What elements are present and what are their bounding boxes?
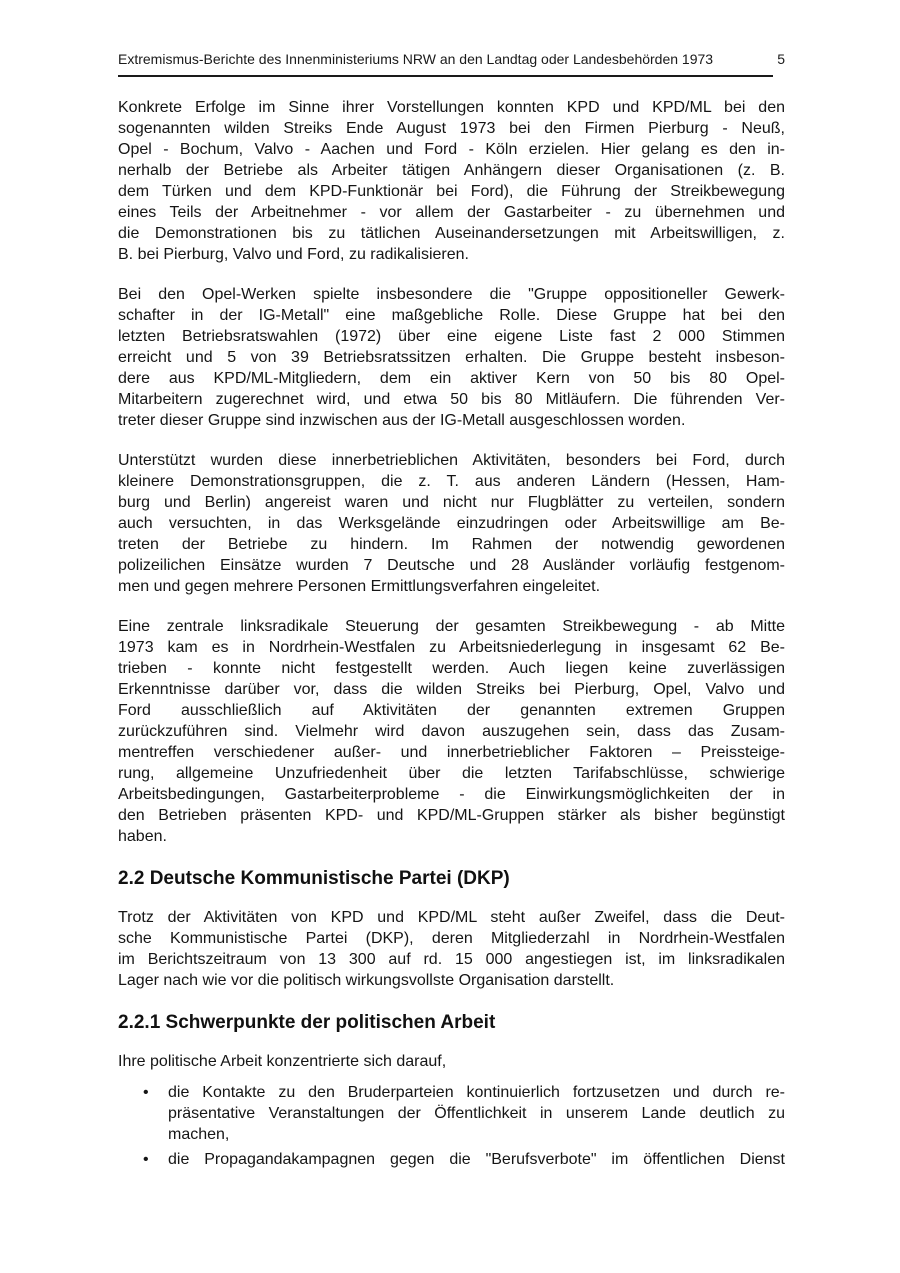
text-line: präsentative Veranstaltungen der Öffentlichkeit in unserem Lande deutlich zu	[168, 1105, 785, 1122]
paragraph	[118, 97, 785, 265]
text-line: dem Türken und dem KPD-Funktionär bei Ford), die Führung der Streikbewegung	[118, 183, 785, 200]
text-line: auch versuchten, in das Werksgelände einzudringen oder Arbeitswillige am Be-	[118, 515, 785, 532]
text-line: dere aus KPD/ML-Mitgliedern, dem ein aktiver Kern von 50 bis 80 Opel-	[118, 370, 785, 387]
document-body	[118, 97, 785, 1170]
text-line: Arbeitsbedingungen, Gastarbeiterprobleme - die Einwirkungsmöglichkeiten der in	[118, 786, 785, 803]
running-header-title: Extremismus-Berichte des Innenministeriums NRW an den Landtag oder Landesbehörden 1973	[118, 51, 714, 67]
bullet-icon: •	[143, 1151, 149, 1168]
bullet-icon: •	[143, 1084, 149, 1101]
text-line: machen,	[168, 1126, 230, 1143]
text-line: polizeilichen Einsätze wurden 7 Deutsche und 28 Ausländer vorläufig festgenom-	[118, 557, 785, 574]
section-heading: 2.2 Deutsche Kommunistische Partei (DKP)	[118, 868, 510, 889]
text-line: burg und Berlin) angereist waren und nicht nur Flugblätter zu verteilen, sondern	[118, 494, 785, 511]
text-line: Eine zentrale linksradikale Steuerung der gesamten Streikbewegung - ab Mitte	[118, 618, 785, 635]
paragraph	[118, 284, 785, 431]
text-line: die Kontakte zu den Bruderparteien kontinuierlich fortzusetzen und durch re-	[168, 1084, 785, 1101]
text-line: trieben - konnte nicht festgestellt werden. Auch liegen keine zuverlässigen	[118, 660, 785, 677]
text-line: rung, allgemeine Unzufriedenheit über die letzten Tarifabschlüsse, schwierige	[118, 765, 785, 782]
page-header	[118, 50, 785, 77]
paragraph	[118, 450, 785, 597]
section-heading: 2.2.1 Schwerpunkte der politischen Arbeit	[118, 1012, 496, 1033]
bullet-list	[118, 1082, 785, 1170]
text-line: B. bei Pierburg, Valvo und Ford, zu radikalisieren.	[118, 246, 469, 263]
text-line: letzten Betriebsratswahlen (1972) über eine eigene Liste fast 2 000 Stimmen	[118, 328, 785, 345]
text-line: Opel - Bochum, Valvo - Aachen und Ford - Köln erzielen. Hier gelang es den in-	[118, 141, 785, 158]
text-line: Trotz der Aktivitäten von KPD und KPD/ML steht außer Zweifel, dass die Deut-	[118, 909, 785, 926]
text-line: den Betrieben präsenten KPD- und KPD/ML-Gruppen stärker als bisher begünstigt	[118, 807, 785, 824]
text-line: sogenannten wilden Streiks Ende August 1973 bei den Firmen Pierburg - Neuß,	[118, 120, 785, 137]
text-line: Ford ausschließlich auf Aktivitäten der genannten extremen Gruppen	[118, 702, 785, 719]
text-line: die Demonstrationen bis zu tätlichen Auseinandersetzungen mit Arbeitswilligen, z.	[118, 225, 785, 242]
text-line: schafter in der IG-Metall" eine maßgebliche Rolle. Diese Gruppe hat bei den	[118, 307, 785, 324]
header-rule	[118, 50, 773, 77]
text-line: 1973 kam es in Nordrhein-Westfalen zu Arbeitsniederlegung in insgesamt 62 Be-	[118, 639, 785, 656]
paragraph	[118, 1051, 785, 1072]
text-line: Konkrete Erfolge im Sinne ihrer Vorstellungen konnten KPD und KPD/ML bei den	[118, 99, 785, 116]
text-line: Lager nach wie vor die politisch wirkungsvollste Organisation darstellt.	[118, 972, 615, 989]
text-line: Ihre politische Arbeit konzentrierte sich darauf,	[118, 1053, 447, 1070]
text-line: Erkenntnisse darüber vor, dass die wilden Streiks bei Pierburg, Opel, Valvo und	[118, 681, 785, 698]
list-item-text	[168, 1082, 785, 1145]
text-line: Mitarbeitern zugerechnet wird, und etwa 50 bis 80 Mitläufern. Die führenden Ver-	[118, 391, 785, 408]
text-line: die Propagandakampagnen gegen die "Berufsverbote" im öffentlichen Dienst	[168, 1151, 785, 1168]
paragraph	[118, 616, 785, 847]
page-number: 5	[777, 51, 785, 67]
text-line: im Berichtszeitraum von 13 300 auf rd. 15 000 angestiegen ist, im linksradikalen	[118, 951, 785, 968]
text-line: kleinere Demonstrationsgruppen, die z. T. aus anderen Ländern (Hessen, Ham-	[118, 473, 785, 490]
text-line: treter dieser Gruppe sind inzwischen aus der IG-Metall ausgeschlossen worden.	[118, 412, 686, 429]
text-line: mentreffen verschiedener außer- und innerbetrieblicher Faktoren – Preissteige-	[118, 744, 785, 761]
text-line: nerhalb der Betriebe als Arbeiter tätigen Anhängern dieser Organisationen (z. B.	[118, 162, 785, 179]
text-line: zurückzuführen sind. Vielmehr wird davon auszugehen sein, dass das Zusam-	[118, 723, 785, 740]
text-line: eines Teils der Arbeitnehmer - vor allem der Gastarbeiter - zu übernehmen und	[118, 204, 785, 221]
text-line: erreicht und 5 von 39 Betriebsratssitzen erhalten. Die Gruppe besteht insbeson-	[118, 349, 785, 366]
list-item-text	[168, 1149, 785, 1170]
text-line: men und gegen mehrere Personen Ermittlungsverfahren eingeleitet.	[118, 578, 601, 595]
text-line: treten der Betriebe zu hindern. Im Rahmen der notwendig gewordenen	[118, 536, 785, 553]
text-line: sche Kommunistische Partei (DKP), deren Mitgliederzahl in Nordrhein-Westfalen	[118, 930, 785, 947]
text-line: haben.	[118, 828, 167, 845]
text-line: Unterstützt wurden diese innerbetrieblichen Aktivitäten, besonders bei Ford, durch	[118, 452, 785, 469]
list-item	[118, 1149, 785, 1170]
paragraph	[118, 907, 785, 991]
list-item	[118, 1082, 785, 1145]
text-line: Bei den Opel-Werken spielte insbesondere die "Gruppe oppositioneller Gewerk-	[118, 286, 785, 303]
